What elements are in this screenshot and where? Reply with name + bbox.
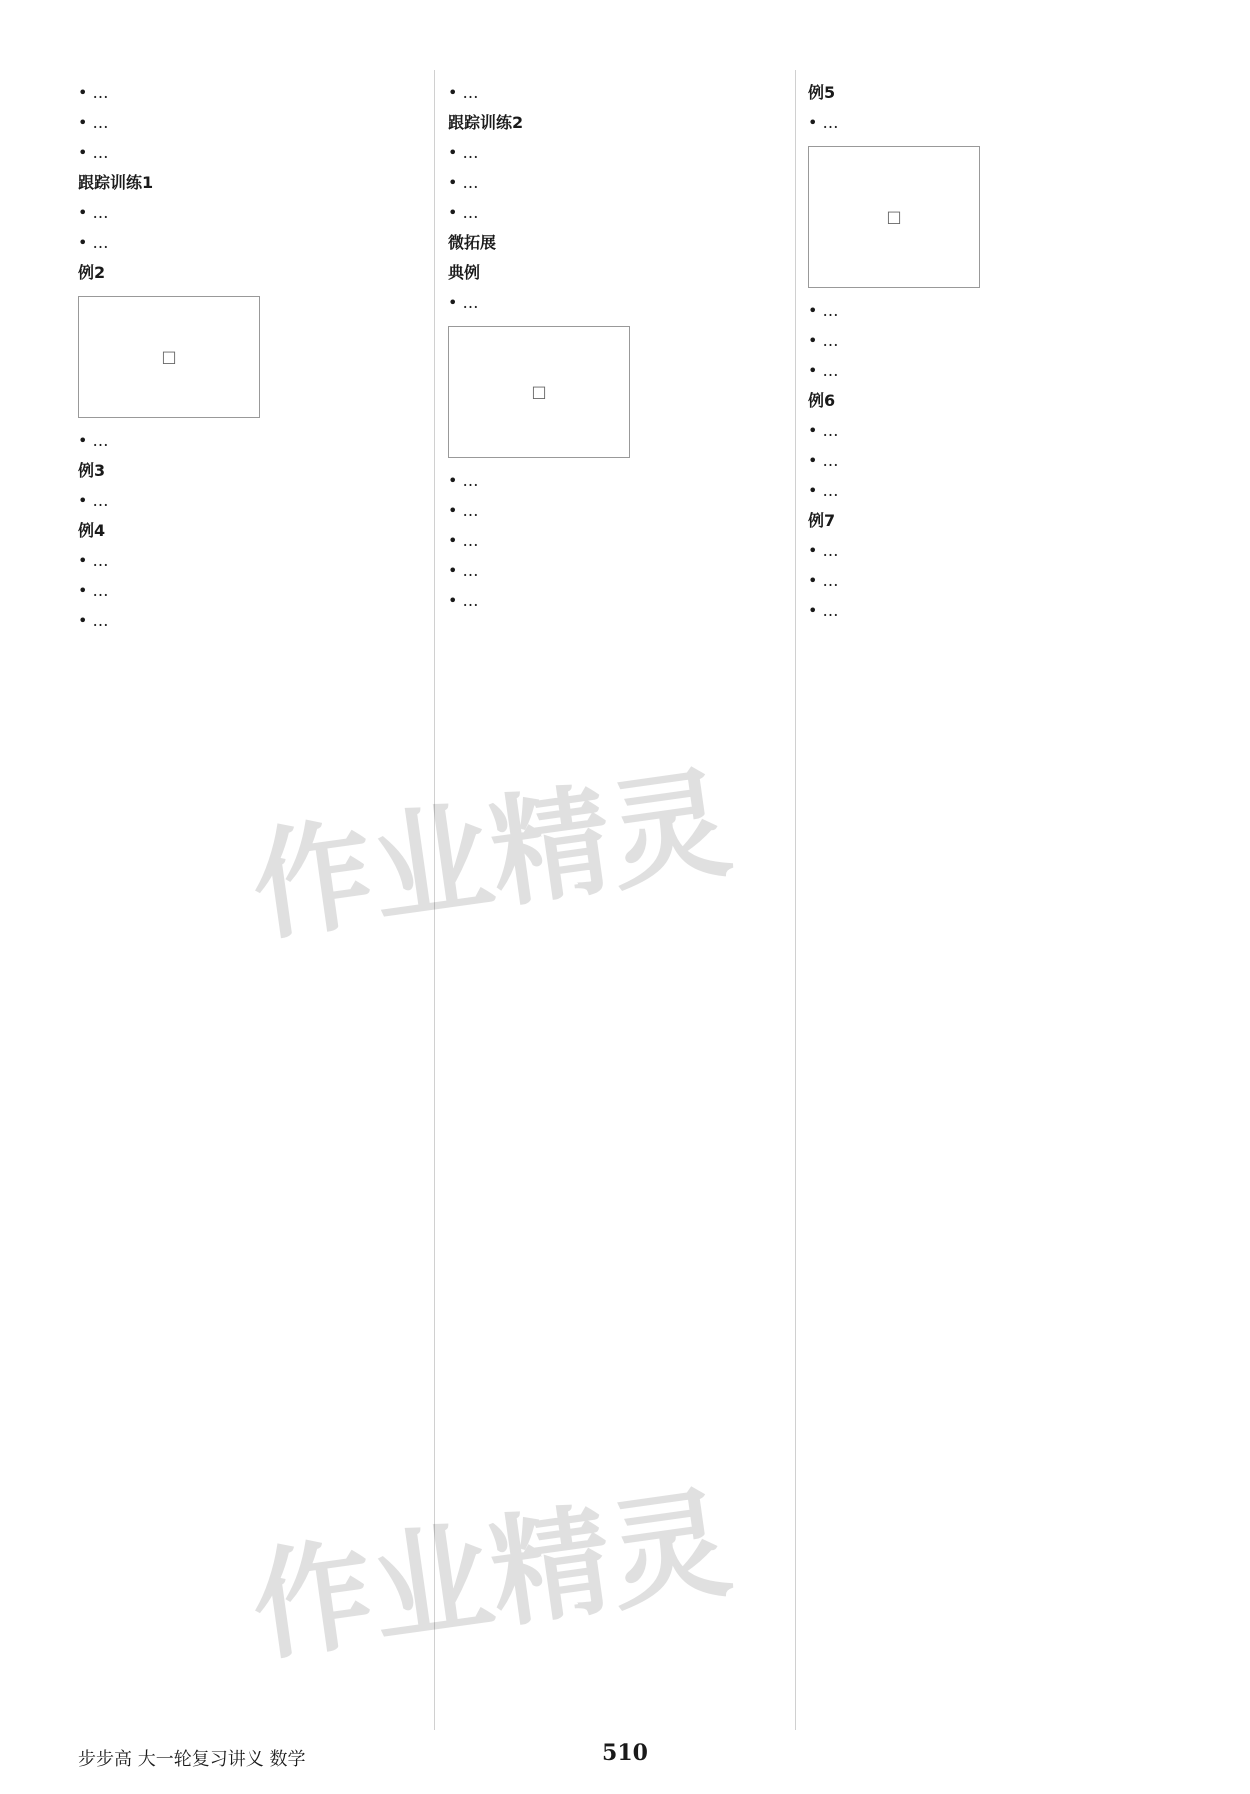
section-label: 跟踪训练2 <box>448 113 524 132</box>
text-line: • … <box>448 501 479 520</box>
text-line: • … <box>808 481 839 500</box>
column-1 <box>78 78 438 636</box>
section-label: 跟踪训练1 <box>78 173 154 192</box>
section-label: 典例 <box>448 263 481 282</box>
text-line: • … <box>448 531 479 550</box>
text-line: • … <box>808 421 839 440</box>
text-line: • … <box>78 551 109 570</box>
text-line: • … <box>78 83 109 102</box>
column-2 <box>448 78 808 616</box>
section-label: 例5 <box>808 83 836 102</box>
section-label: 例4 <box>78 521 106 540</box>
text-line: • … <box>78 113 109 132</box>
text-line: • … <box>78 431 109 450</box>
text-line: • … <box>78 581 109 600</box>
text-line: • … <box>78 143 109 162</box>
section-label: 例2 <box>78 263 106 282</box>
text-line: • … <box>448 173 479 192</box>
text-line: • … <box>808 571 839 590</box>
watermark: 作业精灵 <box>244 1474 739 1679</box>
geometry-figure: □ <box>448 326 630 458</box>
watermark: 作业精灵 <box>244 754 739 959</box>
text-line: • … <box>78 491 109 510</box>
text-line: • … <box>78 203 109 222</box>
page-number: 510 <box>602 1740 648 1766</box>
text-line: • … <box>448 561 479 580</box>
text-line: • … <box>448 203 479 222</box>
section-label: 例3 <box>78 461 106 480</box>
text-line: • … <box>448 293 479 312</box>
text-line: • … <box>808 541 839 560</box>
text-line: • … <box>448 471 479 490</box>
text-line: • … <box>808 451 839 470</box>
column-3 <box>808 78 1168 626</box>
text-line: • … <box>448 83 479 102</box>
text-line: • … <box>808 301 839 320</box>
text-line: • … <box>78 611 109 630</box>
geometry-figure: □ <box>78 296 260 418</box>
text-line: • … <box>448 591 479 610</box>
text-line: • … <box>808 331 839 350</box>
section-label: 微拓展 <box>448 233 497 252</box>
text-line: • … <box>448 143 479 162</box>
text-line: • … <box>78 233 109 252</box>
section-label: 例6 <box>808 391 836 410</box>
section-label: 例7 <box>808 511 836 530</box>
coordinate-figure: □ <box>808 146 980 288</box>
text-line: • … <box>808 601 839 620</box>
footer-book-title: 步步高 大一轮复习讲义 数学 <box>78 1749 306 1770</box>
text-line: • … <box>808 113 839 132</box>
text-line: • … <box>808 361 839 380</box>
